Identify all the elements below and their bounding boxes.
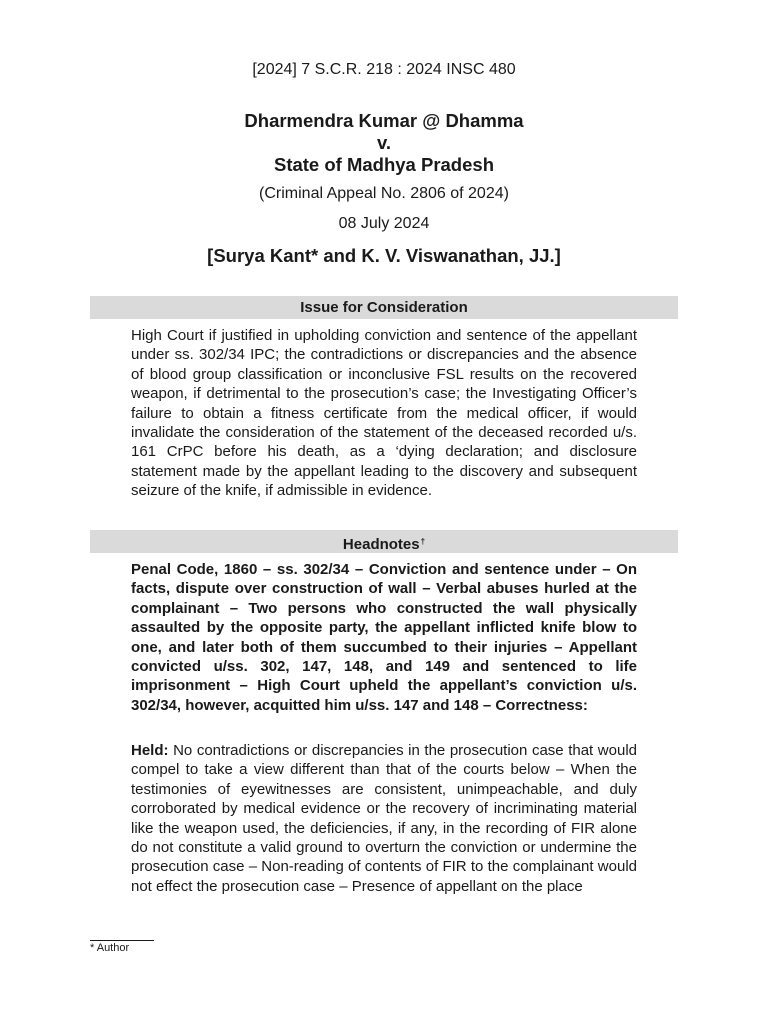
issue-heading: Issue for Consideration [90, 296, 678, 319]
held-paragraph [131, 741, 637, 896]
headnotes-heading [90, 530, 678, 553]
bench-judges: [Surya Kant* and K. V. Viswanathan, JJ.] [207, 245, 561, 266]
headnotes-heading-label: Headnotes [342, 536, 420, 553]
footnote-divider [90, 940, 154, 941]
case-citation: [2024] 7 S.C.R. 218 : 2024 INSC 480 [252, 61, 516, 78]
issue-text: High Court if justified in upholding conviction and sentence of the appellant under ss. 302/34 IPC; the contradictions or discrepancies and the absence of blood group classification or inconclusive FSL results on the recovered weapon, if detrimental to the prosecution’s case; the Investigating Officer’s failure to obtain a fitness certificate from the medical officer, if would invalidate the consideration of the statement of the deceased recorded u/s. 161 CrPC before his death, as a ‘dying declaration; and disclosure statement made by the appellant leading to the discovery and subsequent seizure of the knife, if admissible in evidence. [131, 327, 637, 500]
headnotes-dagger-mark: † [420, 537, 426, 546]
versus-label: v. [376, 132, 392, 153]
held-label: Held: [131, 742, 169, 759]
held-text: No contradictions or discrepancies in the prosecution case that would compel to take a view different than that of the courts below – When the testimonies of eyewitnesses are consistent, unimpeachable, and duly corroborated by medical evidence or the recovery of incriminating material like the weapon used, the deficiencies, if any, in the recording of FIR alone do not constitute a valid ground to overturn the conviction or undermine the prosecution case – Non-reading of contents of FIR to the complainant would not effect the prosecution case – Presence of appellant on the place [131, 742, 637, 895]
headnote-summary: Penal Code, 1860 – ss. 302/34 – Conviction and sentence under – On facts, dispute over construction of wall – Verbal abuses hurled at the complainant – Two persons who constructed the wall physically assaulted by the opposite party, the appellant inflicted knife blow to one, and later both of them succumbed to their injuries – Appellant convicted u/ss. 302, 147, 148, and 149 and sentenced to life imprisonment – High Court upheld the appellant’s conviction u/s. 302/34, however, acquitted him u/ss. 147 and 148 – Correctness: [131, 561, 637, 714]
respondent-name: State of Madhya Pradesh [273, 154, 494, 175]
author-footnote: * Author [90, 942, 130, 954]
appeal-number: (Criminal Appeal No. 2806 of 2024) [259, 185, 509, 202]
appellant-name: Dharmendra Kumar @ Dhamma [244, 110, 524, 131]
case-parties [0, 110, 768, 176]
judgment-date: 08 July 2024 [338, 215, 430, 232]
